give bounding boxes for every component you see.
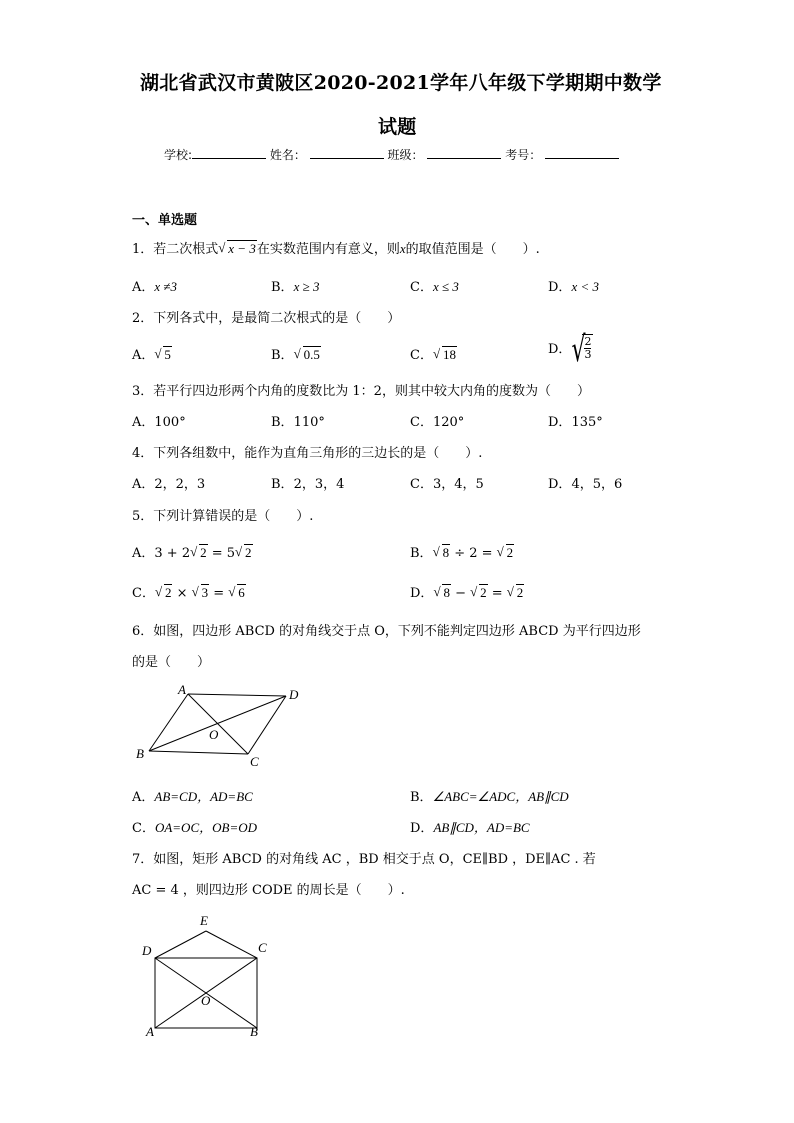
q6-label-b: B [136,746,144,761]
field-school-label: 学校: [164,148,193,162]
q1-var: x [399,241,406,256]
q3-option-d[interactable]: D．135° [548,415,603,430]
q1-stem-end: 的取值范围是（ ）. [405,242,540,257]
q6-option-a[interactable]: A．AB=CD，AD=BC [132,789,253,805]
q6-option-c[interactable]: C．OA=OC，OB=OD [132,820,257,836]
page-title-line1: 湖北省武汉市黄陂区2020-2021学年八年级下学期期中数学 [140,72,662,94]
question-1-stem [132,238,540,257]
q2-option-c[interactable]: C．√ 18 [410,344,457,363]
q7-label-a: A [146,1024,154,1038]
question-6-stem-line2: 的是（ ） [132,655,211,670]
field-class-label: 班级： [387,148,424,162]
q6-label-a: A [178,682,186,697]
q5-option-b[interactable]: B．√ 8 ÷ 2 = √ 2 [410,542,514,561]
q1-radical: √ x − 3 [218,241,257,257]
q5-option-a[interactable]: A．3 + 2√ 2 = 5√ 2 [132,542,253,561]
field-name-label: 姓名： [269,148,306,162]
q6-option-b[interactable]: B．∠ABC=∠ADC，AB∥CD [410,789,569,805]
q3-option-a[interactable]: A．100° [132,415,186,430]
question-7-stem-line2: AC = 4 ，则四边形 CODE 的周长是（ ）. [132,883,405,898]
field-class-blank[interactable] [427,146,501,159]
q3-option-b[interactable]: B．110° [271,415,325,430]
q2-option-b[interactable]: B．√ 0.5 [271,344,321,363]
field-exam-number-blank[interactable] [545,146,619,159]
field-school-blank[interactable] [192,146,266,159]
q6-label-o: O [209,727,219,742]
q4-option-d[interactable]: D．4，5，6 [548,477,623,492]
q4-option-c[interactable]: C．3，4，5 [410,477,484,492]
q2-option-d[interactable]: D． √ $\frac{2}{3}$ [548,334,593,361]
q4-option-b[interactable]: B．2，3，4 [271,477,345,492]
question-5-stem: 5．下列计算错误的是（ ）. [132,509,314,524]
q7-label-e: E [200,913,208,928]
q6-label-c: C [250,754,259,769]
question-3-stem: 3．若平行四边形两个内角的度数比为 1：2，则其中较大内角的度数为（ ） [132,384,590,399]
question-2-stem: 2．下列各式中，是最简二次根式的是（ ） [132,311,401,326]
q7-label-o: O [201,993,211,1008]
question-6-stem-line1: 6．如图，四边形 ABCD 的对角线交于点 O，下列不能判定四边形 ABCD 为平行四边形 [132,624,641,639]
q3-option-c[interactable]: C．120° [410,415,465,430]
q7-label-d: D [142,943,152,958]
q5-option-c[interactable]: C．√ 2 × √ 3 = √ 6 [132,582,246,601]
q7-rectangle-figure [140,908,300,1038]
section-heading: 一、单选题 [132,213,198,228]
q7-label-b: B [250,1024,258,1038]
q1-option-d[interactable]: D．x < 3 [548,279,599,295]
q5-option-d[interactable]: D．√ 8 − √ 2 = √ 2 [410,582,524,601]
question-7-stem-line1: 7．如图，矩形 ABCD 的对角线 AC ，BD 相交于点 O，CE∥BD ，DE∥AC . 若 [132,852,596,867]
page-title-line2: 试题 [378,116,417,138]
q1-option-b[interactable]: B．x ≥ 3 [271,279,320,295]
q6-label-d: D [289,687,299,702]
q1-stem-pre: 1．若二次根式 [132,242,219,257]
q6-option-d[interactable]: D．AB∥CD，AD=BC [410,820,530,836]
q6-parallelogram-figure [134,682,314,772]
field-name-blank[interactable] [310,146,384,159]
q2-option-a[interactable]: A．√ 5 [132,344,172,363]
student-info-fields [164,146,619,163]
field-exam-number-label: 考号： [505,148,542,162]
question-4-stem: 4．下列各组数中，能作为直角三角形的三边长的是（ ）. [132,446,483,461]
q4-option-a[interactable]: A．2，2，3 [132,477,206,492]
q7-label-c: C [258,940,267,955]
q1-option-c[interactable]: C．x ≤ 3 [410,279,459,295]
q1-option-a[interactable]: A．x ≠3 [132,279,178,295]
q1-stem-post: 在实数范围内有意义，则 [256,242,400,257]
